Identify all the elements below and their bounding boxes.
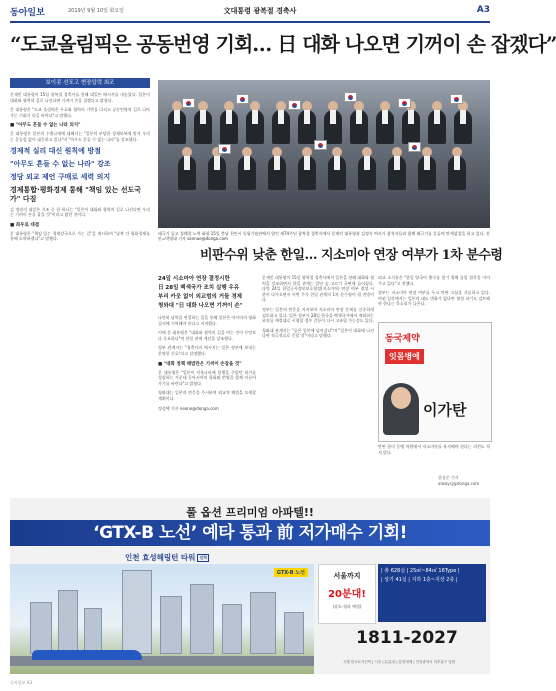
kicker-bar: 보이콧 선포고 현장압력 최조 [10,78,150,88]
subheading: 경제적 실리 대신 원칙에 방점 [10,146,101,155]
main-headline: “도쿄올림픽은 공동번영 기회… 日 대화 나오면 기꺼이 손 잡겠다” [10,32,556,56]
paragraph: 문 대통령은 일본의 수출규제에 대해서는 "일본의 부당한 경제보복에 맞서 우리는 흔들림 없이 대응하고 있다"며 "아무도 흔들 수 없는 나라"를 강조했다. [10,131,150,142]
korean-flag-icon [288,100,301,110]
minor-heading: ■ 좌우로 대결 [10,222,40,228]
ad-callout [318,564,376,624]
paragraph: 문재인 대통령이 15일 광복절 경축사를 통해 대일본 메시지를 내놓았다. 일본이 대화와 협력의 길로 나선다면 기꺼이 손을 잡겠다고 밝혔다. [10,92,150,103]
minor-heading: ■ "대화 정책 해법만은 기꺼이 손잡을 것" [158,361,242,367]
building [160,596,182,654]
subheading: "아무도 흔들 수 없는 나라" 강조 [10,159,111,168]
ad-headline: ‘GTX-B 노선’ 예타 통과 前 저가매수 기회! [10,520,490,546]
korean-flag-icon [344,92,357,102]
korean-flag-icon [398,98,411,108]
ad-footer: 시행 한국토지신탁 | 시공 (주)효성 | 분양대행 | 인천광역시 미추홀구 일원 [342,660,456,664]
paragraph: 문재인 대통령이 15일 광복절 경축사에서 일본을 향해 대화와 협력을 강조하면서 한일 관계는 일단 숨 고르기 국면에 들어섰다. 다만 24일 한일군사정보보호협정(지소미아) 연장 여부 결정 시한이 다가오면서 이번 주가 한일 관계의 1차 분수령이 될 전망이다. [262,275,374,303]
building [284,612,304,654]
ad-city-rendering [10,564,314,674]
gtx-badge: GTX-B 노선 [274,568,308,577]
paragraph: 정부 관계자는 "경축사의 메시지는 일본 정부에 보내는 분명한 신호"라고 설명했다. [158,345,256,356]
paragraph: 김 정권의 대일본 기조 중 한 하나는 "일본이 대화와 협력의 길로 나선다면 우리는 기꺼이 손을 잡을 것"이라고 밝힌 것이다. [10,206,150,218]
newspaper-logo: 동아일보 [10,8,45,18]
building [222,604,242,654]
building [58,590,78,654]
korean-flag-icon [408,142,421,152]
article-column [262,275,374,490]
photo-caption: 태극기 들고 경례할 노력 화합 15일 충남 천안시 독립기념관에서 열린 제74주년 광복절 경축식에서 문재인 대통령과 김정숙 여사가 참석자들과 함께 태극기를 흔들며 만세삼창을 하고 있다. 천안=박영대 기자 sannae@donga.com [158,231,490,241]
deck-line: 日 28일 백색국가 조치 실행 우유 [158,285,240,291]
paragraph: 정부는 일본의 반응을 지켜보며 지소미아 연장 문제를 신중하게 검토하고 있다. 일본 정부가 28일 한국을 백색국가에서 제외하는 조치를 예정대로 시행할 경우 갈등이 다시 고조될 가능성도 있다. [262,306,374,324]
photo-crowd-back [158,104,490,144]
apartment-ad[interactable] [10,498,490,674]
callout-label: 서울까지 [333,572,361,580]
middle-column [158,315,256,490]
deck-line: 부리 카웃 없이 외교범의 거둘 경제 [158,294,242,300]
ad-brand: 동국제약 [385,334,420,344]
korean-flag-icon [218,144,231,154]
paragraph: 문 대통령은 "일본이 이웃나라에 불행을 주었던 과거를 성찰하는 가운데 동아시아의 평화와 번영을 함께 이끌어가기를 바란다"고 밝혔다. [158,369,256,386]
subheading: 정당 외교 제언 구매로 세력 의지 [10,172,111,181]
building [190,584,214,654]
event-photo [158,80,490,228]
paragraph: 청와대 관계자는 "공은 일본에 넘어갔다"며 "일본이 대화에 나선다면 적극적으로 응할 것"이라고 말했다. [262,327,374,339]
ad-project-label: 인천 효성해링턴 타워 [125,553,196,562]
korean-flag-icon [236,94,249,104]
article-column-right-lower [378,444,490,474]
paragraph: 이에 문 대통령은 "대화와 협력의 길을 여는 것이 무엇보다 중요하다"며 한일 관계 개선을 강조했다. [158,330,256,341]
paragraph: 문 대통령은 "책임 있는 경제강국으로 가는 길"을 제시하며 "남북 간 평화경제를 통해 도약하겠다"고 말했다. [10,230,150,242]
paragraph: 문 대통령은 "도쿄 올림픽은 우호와 협력의 기반을 다지고 공동번영의 길로 나아가는 기회가 되길 바란다"고 말했다. [10,107,150,118]
ad-phone-number[interactable]: 1811-2027 [356,628,458,648]
korean-flag-icon [182,98,195,108]
building [250,592,276,654]
info-line: | 총 628실 | 25㎡~84㎡ 16Type | [381,568,460,574]
left-column [10,92,150,492]
ad-product-name: 이가탄 [423,401,467,419]
page-number: A3 [476,5,490,15]
article-column-right [378,275,490,320]
ad-tagline: 잇몸병에 [385,349,424,364]
deck-line: 24일 시소마아 연장 결정시한 [158,276,230,282]
ad-project-chip: 인하 [199,555,208,560]
deck-line: 청와대 "日 대화 나오면 기꺼이 손" [158,303,243,309]
folio: 동아일보 A3 [10,680,33,685]
article-headline: 비판수위 낮춘 한일… 지소미아 연장 여부가 1차 분수령 [200,248,503,263]
paragraph: 정부는 지소미아 연장 여부를 두고 막판 고심을 거듭하고 있다. 여권 일각에서는 일본의 태도 변화가 없다면 협정 파기도 검토해야 한다는 목소리가 나온다. [378,290,490,307]
paragraph: 외교 소식통은 "한일 양국이 출구를 찾기 위해 물밑 접촉을 이어가고 있다"고 전했다. [378,275,490,286]
article-deck [158,275,253,311]
building [84,608,102,654]
ad-line-1: 풀 옵션 프리미엄 아파텔!! [186,506,314,519]
dateline: 2019년 9월 10일 화요일 [68,8,125,14]
medicine-ad[interactable] [378,322,492,442]
info-line: | 상가 41실 | 지하 1층~지상 2층 | [381,577,458,583]
ad-info-box [378,564,486,622]
korean-flag-icon [450,94,463,104]
train-icon [32,650,142,660]
building [122,570,152,654]
masthead [10,5,490,23]
reporter-byline: 한상준 기자 alwaysj@donga.com [438,475,480,486]
reporter-byline: 정성택 기자 neone@donga.com [158,405,219,411]
minor-heading: ■ "아무도 흔들 수 없는 나라 의지" [10,123,81,129]
paragraph: 반면 한미 동맹 차원에서 지소미아를 유지해야 한다는 의견도 적지 않다. [378,444,490,455]
paragraph: 나란히 남북을 연결하는 일을 통해 일본은 아시아의 평화질서에 기여해야 한다고 지적했다. [158,315,256,326]
subheading: 경제통합·평화경제 통해 "책임 있는 선도국가" 다짐 [10,185,142,203]
building [30,602,52,654]
callout-value: 20분대! [328,589,366,600]
ad-project-name [125,552,209,563]
korean-flag-icon [314,140,327,150]
paragraph: 청와대는 일본의 반응을 주시하며 외교적 해법을 모색할 계획이다. [158,390,256,401]
section-kicker: 文대통령 광복절 경축사 [223,7,297,15]
ad-model-photo [383,383,419,435]
photo-crowd-front [158,150,490,190]
callout-note: (송도·청라 예정) [332,604,362,609]
